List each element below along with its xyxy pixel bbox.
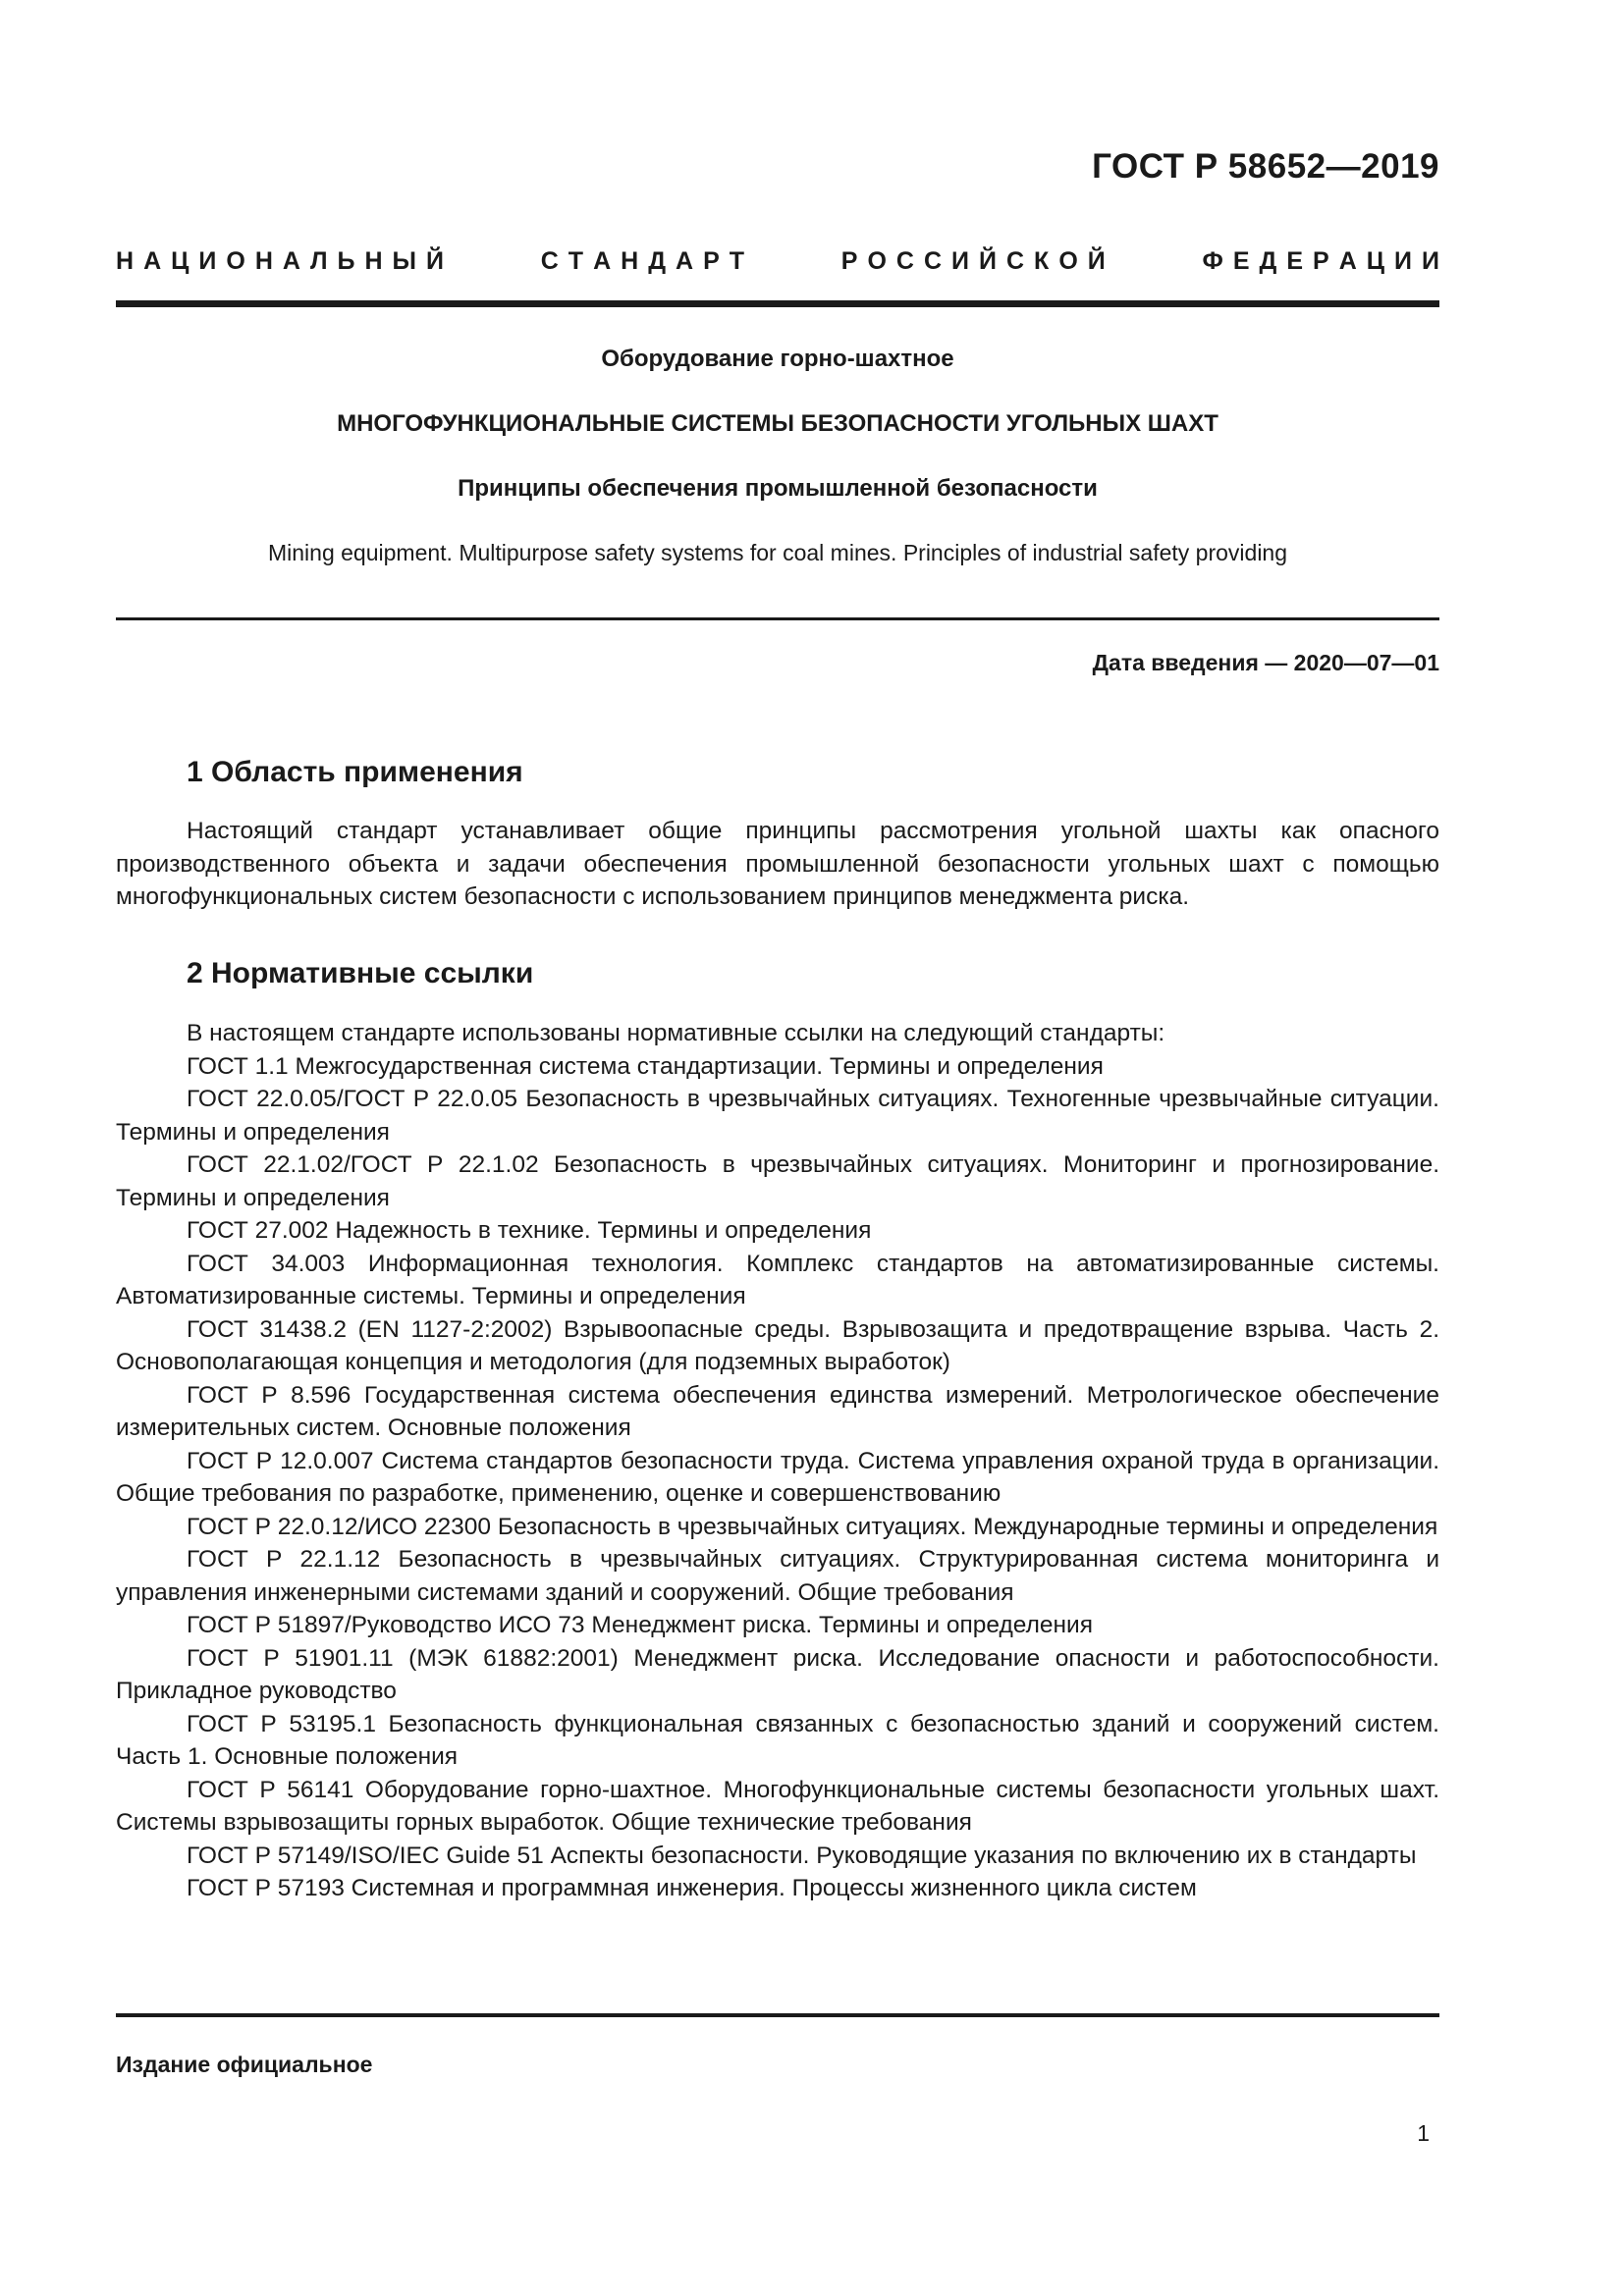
footer-divider	[116, 2013, 1439, 2017]
reference-item: ГОСТ Р 53195.1 Безопасность функциональная связанных с безопасностью зданий и сооружений систем. Часть 1. Основные положения	[116, 1710, 1439, 1770]
title-divider	[116, 617, 1439, 620]
reference-item: ГОСТ 1.1 Межгосударственная система стандартизации. Термины и определения	[187, 1052, 1104, 1080]
reference-item: ГОСТ 22.0.05/ГОСТ Р 22.0.05 Безопасность в чрезвычайных ситуациях. Техногенные чрезвычайные ситуации. Термины и определения	[116, 1086, 1439, 1146]
gost-number: ГОСТ Р 58652—2019	[1092, 147, 1439, 186]
reference-item: ГОСТ 34.003 Информационная технология. Комплекс стандартов на автоматизированные системы. Автоматизированные системы. Термины и определения	[116, 1250, 1439, 1309]
title-english: Mining equipment. Multipurpose safety systems for coal mines. Principles of industrial safety providing	[267, 540, 1288, 565]
national-word: Ф Е Д Е Р А Ц И И	[1202, 247, 1439, 275]
national-word: С Т А Н Д А Р Т	[540, 247, 745, 275]
reference-item: ГОСТ Р 51901.11 (МЭК 61882:2001) Менеджмент риска. Исследование опасности и работоспособности. Прикладное руководство	[116, 1644, 1439, 1704]
reference-item: ГОСТ Р 22.0.12/ИСО 22300 Безопасность в чрезвычайных ситуациях. Международные термины и определения	[187, 1513, 1438, 1540]
reference-item: ГОСТ Р 22.1.12 Безопасность в чрезвычайных ситуациях. Структурированная система мониторинга и управления инженерными системами зданий и сооружений. Общие требования	[116, 1546, 1439, 1606]
reference-item: ГОСТ 31438.2 (EN 1127-2:2002) Взрывоопасные среды. Взрывозащита и предотвращение взрыва. Часть 2. Основополагающая концепция и методология (для подземных выработок)	[116, 1315, 1439, 1375]
edition-label: Издание официальное	[116, 2052, 373, 2077]
reference-item: ГОСТ Р 56141 Оборудование горно-шахтное. Многофункциональные системы безопасности угольных шахт. Системы взрывозащиты горных выработок. Общие технические требования	[116, 1776, 1439, 1836]
title-main: МНОГОФУНКЦИОНАЛЬНЫЕ СИСТЕМЫ БЕЗОПАСНОСТИ УГОЛЬНЫХ ШАХТ	[337, 410, 1218, 437]
reference-item: В настоящем стандарте использованы нормативные ссылки на следующий стандарты:	[187, 1020, 1165, 1046]
national-word: Н А Ц И О Н А Л Ь Н Ы Й	[116, 247, 445, 275]
document-page	[116, 0, 1439, 2296]
section-2-heading: 2 Нормативные ссылки	[187, 957, 534, 989]
reference-item: ГОСТ Р 57149/ISO/IEC Guide 51 Аспекты безопасности. Руководящие указания по включению их в стандарты	[187, 1842, 1417, 1869]
reference-item: ГОСТ 27.002 Надежность в технике. Термины и определения	[187, 1217, 872, 1244]
page-number: 1	[1417, 2120, 1430, 2146]
references-list	[116, 1017, 1439, 1905]
title-subtitle: Принципы обеспечения промышленной безопасности	[458, 475, 1098, 502]
title-category: Оборудование горно-шахтное	[601, 346, 954, 372]
reference-item: ГОСТ Р 12.0.007 Система стандартов безопасности труда. Система управления охраной труда в организации. Общие требования по разработке, применению, оценке и совершенствованию	[116, 1447, 1439, 1507]
reference-item: ГОСТ 22.1.02/ГОСТ Р 22.1.02 Безопасность в чрезвычайных ситуациях. Мониторинг и прогнозирование. Термины и определения	[116, 1151, 1439, 1211]
header-divider	[116, 300, 1439, 307]
national-word: Р О С С И Й С К О Й	[840, 247, 1106, 275]
section-1-text: Настоящий стандарт устанавливает общие принципы рассмотрения угольной шахты как опасного производственного объекта и задачи обеспечения промышленной безопасности угольных шахт с помощью многофункциональных систем безопасности с использованием принципов менеджмента риска.	[116, 818, 1439, 910]
reference-item: ГОСТ Р 57193 Системная и программная инженерия. Процессы жизненного цикла систем	[187, 1875, 1197, 1901]
section-1-heading: 1 Область применения	[187, 756, 523, 788]
reference-item: ГОСТ Р 51897/Руководство ИСО 73 Менеджмент риска. Термины и определения	[187, 1612, 1093, 1638]
introduction-date: Дата введения — 2020—07—01	[1092, 650, 1439, 675]
reference-item: ГОСТ Р 8.596 Государственная система обеспечения единства измерений. Метрологическое обеспечение измерительных систем. Основные положения	[116, 1381, 1439, 1441]
national-standard-banner	[116, 247, 1439, 276]
section-1-body	[116, 815, 1439, 914]
